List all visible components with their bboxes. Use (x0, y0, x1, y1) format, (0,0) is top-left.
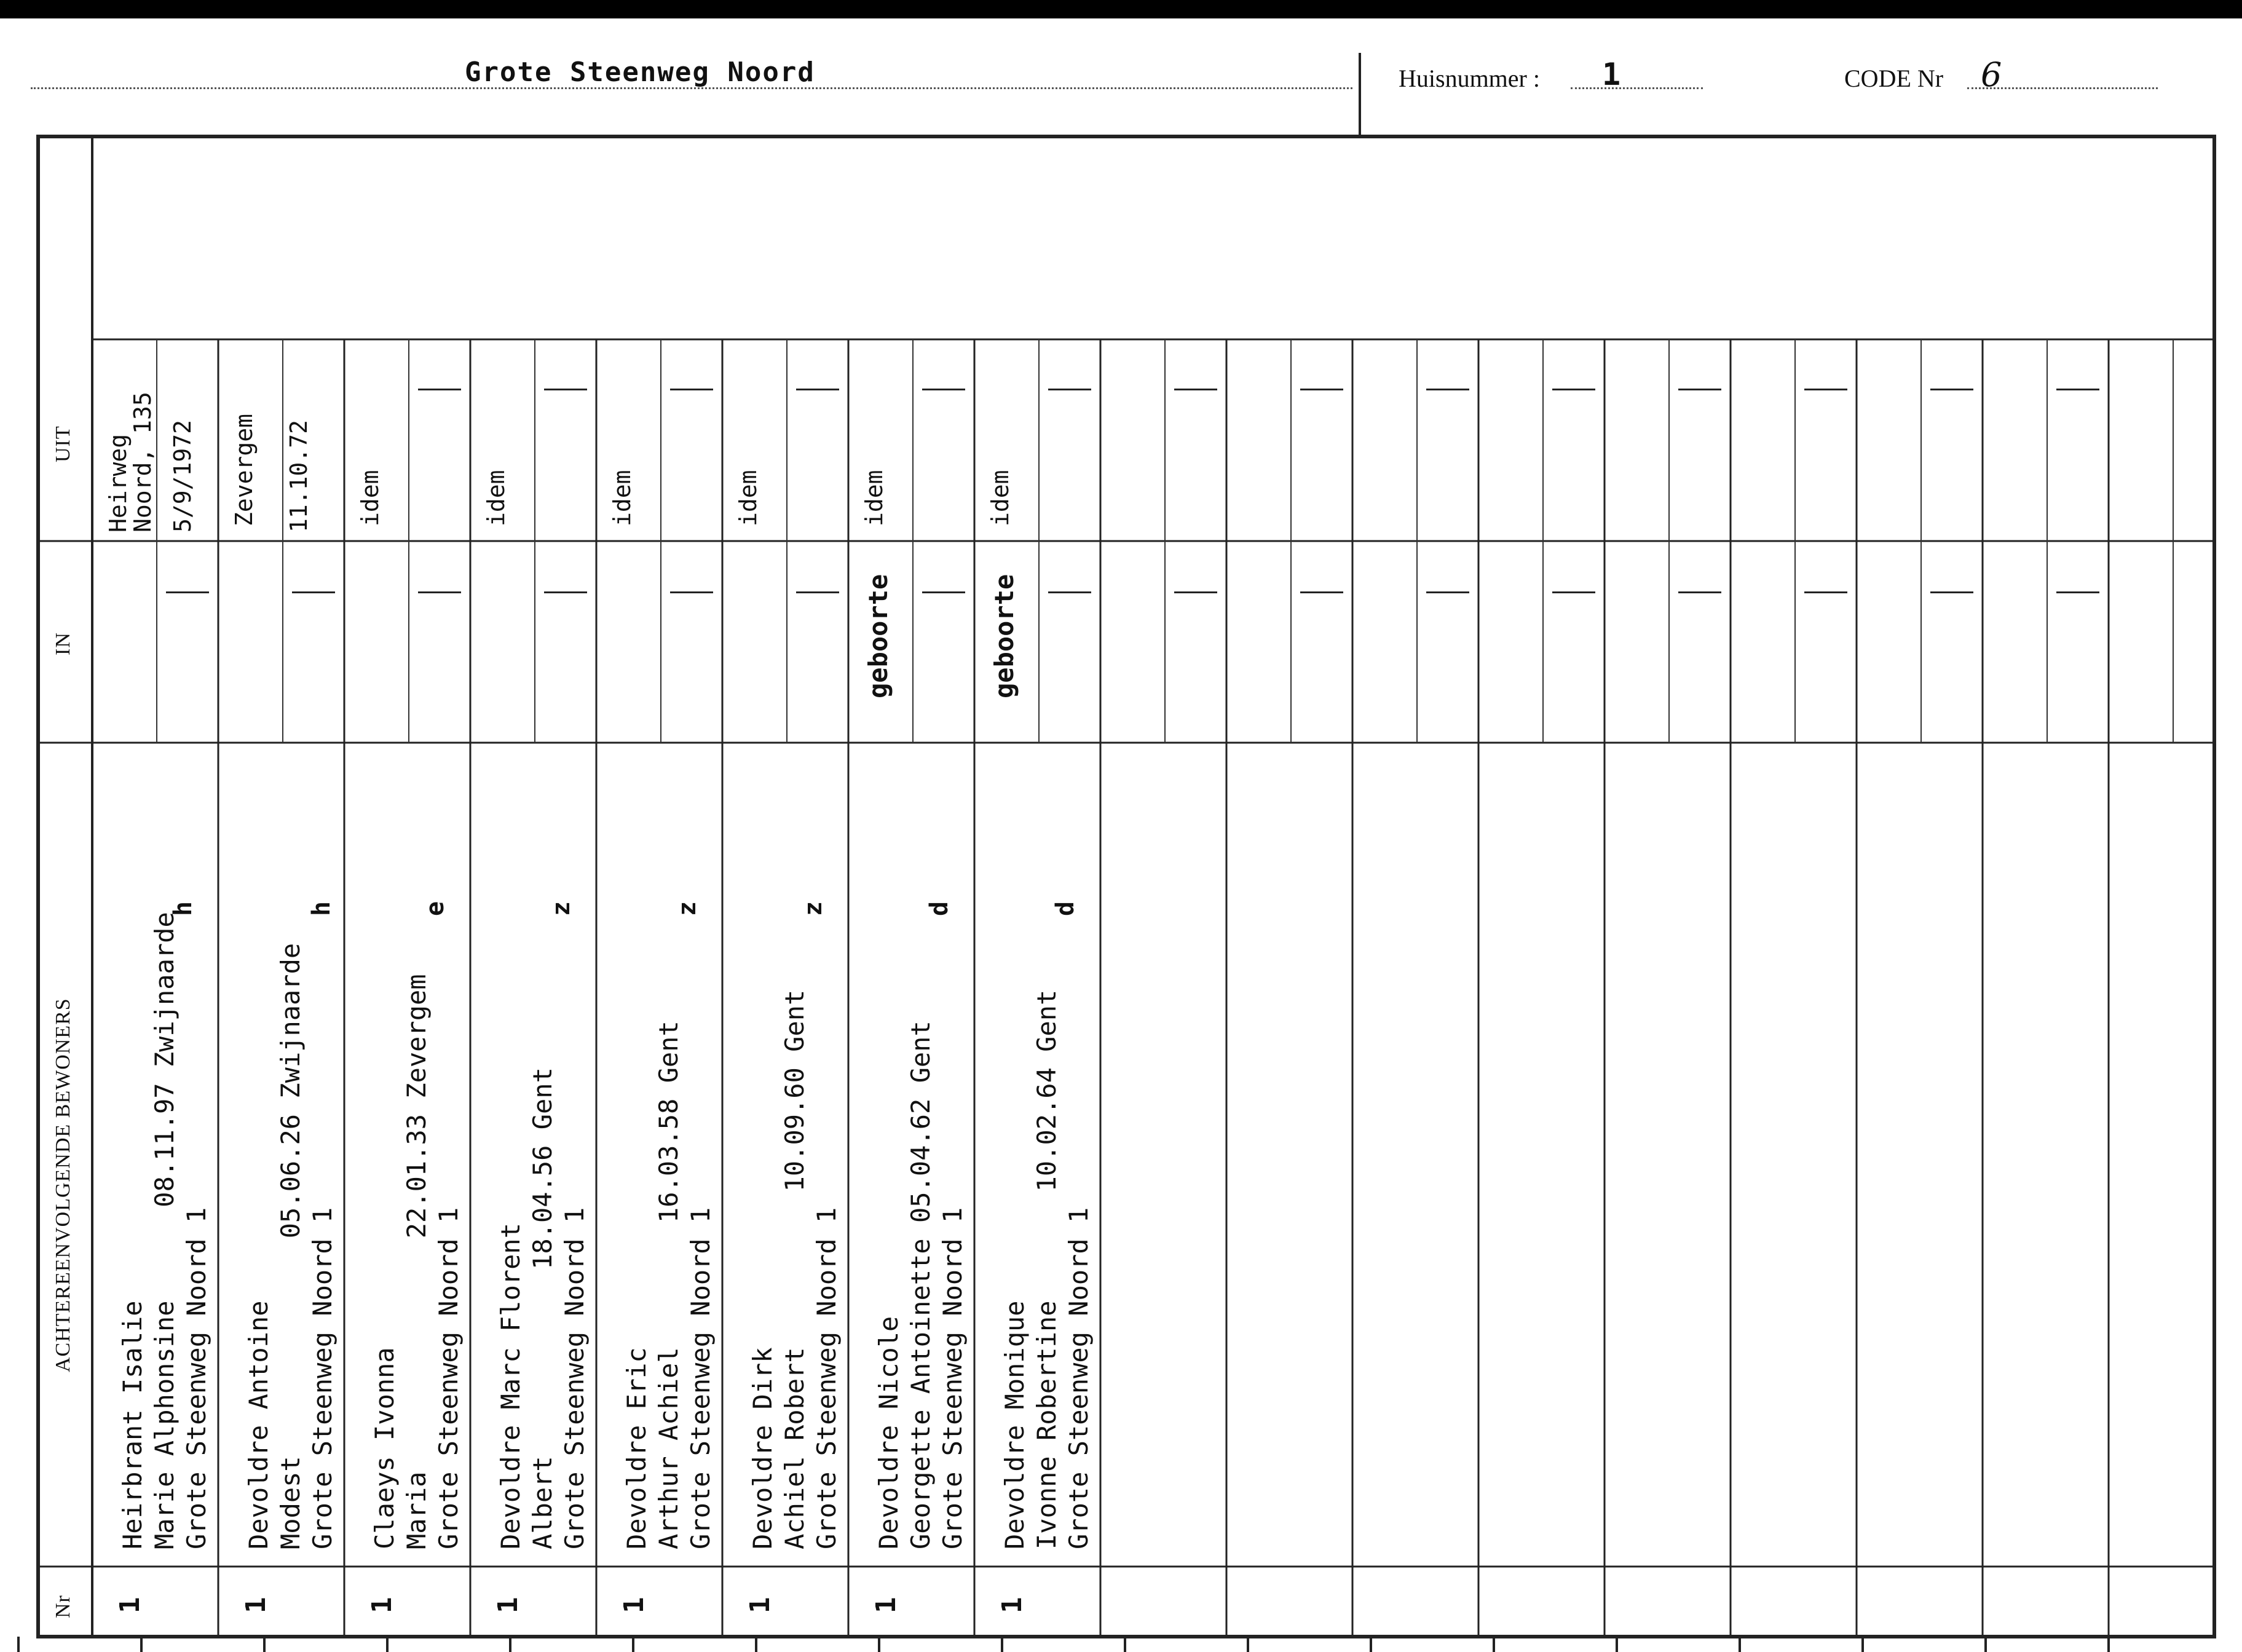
in-dash-mark (796, 591, 839, 593)
resident-record: Devoldre Antoine Modest 05.06.26 Zwijnaarde Grote Steenweg Noord 1 (243, 943, 337, 1549)
uit-dash-mark (1930, 389, 1973, 390)
row-number: 1 (492, 1597, 524, 1613)
resident-record: Devoldre Dirk Achiel Robert 10.09.60 Gent Grote Steenweg Noord 1 (748, 989, 842, 1549)
row-number: 1 (744, 1597, 776, 1613)
status-flag: z (799, 901, 827, 916)
code-label: CODE Nr (1844, 65, 1944, 92)
in-dash-mark (166, 591, 209, 593)
status-flag: d (925, 901, 953, 916)
in-dash-mark (1048, 591, 1091, 593)
in-dash-mark (670, 591, 713, 593)
uit-dash-mark (2056, 389, 2099, 390)
uit-dash-mark (1300, 389, 1343, 390)
row-number: 1 (618, 1597, 650, 1613)
uit-place: idem (987, 470, 1014, 526)
row-number: 1 (997, 1597, 1028, 1613)
in-dash-mark (1552, 591, 1595, 593)
uit-dash-mark (1804, 389, 1847, 390)
bewoners-section-label: ACHTEREENVOLGENDE BEWONERS (52, 998, 74, 1372)
in-dash-mark (418, 591, 461, 593)
in-dash-mark (544, 591, 587, 593)
resident-record: Devoldre Marc Florent Albert 18.04.56 Gent Grote Steenweg Noord 1 (495, 1067, 590, 1549)
in-value: geboorte (989, 574, 1019, 698)
in-dash-mark (1426, 591, 1469, 593)
uit-dash-mark (1552, 389, 1595, 390)
uit-dash-mark (796, 389, 839, 390)
huisnummer-label: Huisnummer : (1399, 65, 1540, 92)
huisnummer-value: 1 (1602, 57, 1621, 92)
uit-dash-mark (544, 389, 587, 390)
in-dash-mark (922, 591, 965, 593)
status-flag: e (421, 901, 449, 916)
uit-place: Zevergem (231, 413, 258, 526)
in-dash-mark (1930, 591, 1973, 593)
uit-place: idem (735, 470, 762, 526)
uit-dash-mark (1048, 389, 1091, 390)
in-dash-mark (292, 591, 335, 593)
resident-record: Devoldre Monique Ivonne Robertine 10.02.64 Gent Grote Steenweg Noord 1 (1000, 989, 1094, 1549)
uit-place: idem (861, 470, 888, 526)
uit-place: idem (609, 470, 636, 526)
uit-dash-mark (1174, 389, 1217, 390)
uit-dash-mark (1678, 389, 1721, 390)
uit-place: idem (483, 470, 510, 526)
row-number: 1 (114, 1597, 146, 1613)
uit-place: idem (357, 470, 384, 526)
uit-date: 5/9/1972 (169, 419, 196, 532)
row-number: 1 (870, 1597, 902, 1613)
in-dash-mark (1804, 591, 1847, 593)
resident-record: Claeys Ivonna Maria 22.01.33 Zevergem Grote Steenweg Noord 1 (369, 974, 464, 1549)
row-number: 1 (366, 1597, 398, 1613)
resident-record: Heirbrant Isalie Marie Alphonsine 08.11.97 Zwijnaarde Grote Steenweg Noord 1 (117, 912, 211, 1549)
row-number: 1 (240, 1597, 272, 1613)
uit-section-label: UIT (52, 425, 74, 462)
status-flag: z (547, 901, 575, 916)
in-section-label: IN (52, 632, 74, 655)
status-flag: h (169, 901, 197, 916)
uit-dash-mark (418, 389, 461, 390)
resident-record: Devoldre Nicole Georgette Antoinette 05.04.62 Gent Grote Steenweg Noord 1 (874, 1021, 968, 1549)
in-dash-mark (1678, 591, 1721, 593)
nr-section-label: Nr (52, 1595, 74, 1618)
uit-dash-mark (670, 389, 713, 390)
uit-place: Heirweg Noord, 135 (105, 392, 156, 532)
street-name: Grote Steenweg Noord (465, 57, 815, 88)
in-dash-mark (1174, 591, 1217, 593)
uit-dash-mark (922, 389, 965, 390)
uit-date: 11.10.72 (285, 419, 312, 532)
status-flag: z (673, 901, 701, 916)
in-dash-mark (2056, 591, 2099, 593)
in-value: geboorte (863, 574, 893, 698)
status-flag: d (1051, 901, 1080, 916)
code-value: 6 (1981, 55, 2002, 94)
resident-record: Devoldre Eric Arthur Achiel 16.03.58 Gent Grote Steenweg Noord 1 (622, 1021, 716, 1549)
status-flag: h (307, 901, 336, 916)
in-dash-mark (1300, 591, 1343, 593)
uit-dash-mark (1426, 389, 1469, 390)
